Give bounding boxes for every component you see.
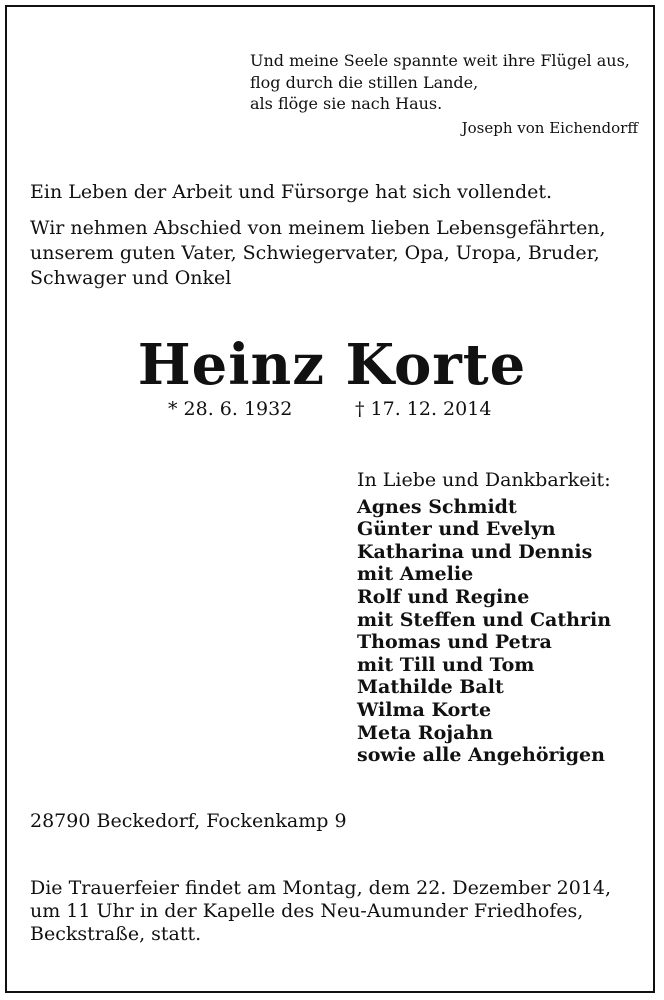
birth-date: * 28. 6. 1932 (168, 398, 293, 420)
address: 28790 Beckedorf, Fockenkamp 9 (30, 810, 347, 832)
family-member: Thomas und Petra (357, 631, 552, 654)
family-heading: In Liebe und Dankbarkeit: (357, 469, 611, 491)
family-member: Meta Rojahn (357, 721, 494, 744)
poem-line: Und meine Seele spannte weit ihre Flügel aus, (250, 51, 630, 70)
service-line: um 11 Uhr in der Kapelle des Neu-Aumunder Friedhofes, (30, 900, 584, 922)
intro-text (30, 180, 636, 291)
death-date: † 17. 12. 2014 (355, 398, 492, 420)
funeral-service-info (30, 877, 636, 946)
poem-author: Joseph von Eichendorff (461, 118, 638, 137)
poem-line: flog durch die stillen Lande, (250, 72, 479, 92)
family-member: Günter und Evelyn (357, 518, 556, 541)
service-line: Beckstraße, statt. (30, 923, 202, 945)
poem-quote (250, 50, 638, 139)
family-member: mit Steffen und Cathrin (357, 608, 612, 631)
family-member: Wilma Korte (357, 698, 492, 721)
family-member: mit Amelie (357, 563, 474, 586)
family-list (357, 469, 611, 767)
family-member: mit Till und Tom (357, 653, 535, 676)
poem-line: als flöge sie nach Haus. (250, 94, 443, 113)
family-member: Agnes Schmidt (357, 495, 517, 518)
family-member: sowie alle Angehörigen (357, 744, 605, 767)
intro-paragraph-2: Wir nehmen Abschied von meinem lieben Lebensgefährten, unserem guten Vater, Schwiegervater, Opa, Uropa, Bruder, Schwager und Onkel (30, 217, 606, 289)
intro-paragraph-1: Ein Leben der Arbeit und Fürsorge hat sich vollendet. (30, 181, 553, 203)
service-line: Die Trauerfeier findet am Montag, dem 22. Dezember 2014, (30, 877, 612, 899)
family-member: Katharina und Dennis (357, 540, 593, 563)
family-member: Mathilde Balt (357, 676, 504, 699)
deceased-name: Heinz Korte (137, 332, 527, 398)
family-member: Rolf und Regine (357, 585, 530, 608)
